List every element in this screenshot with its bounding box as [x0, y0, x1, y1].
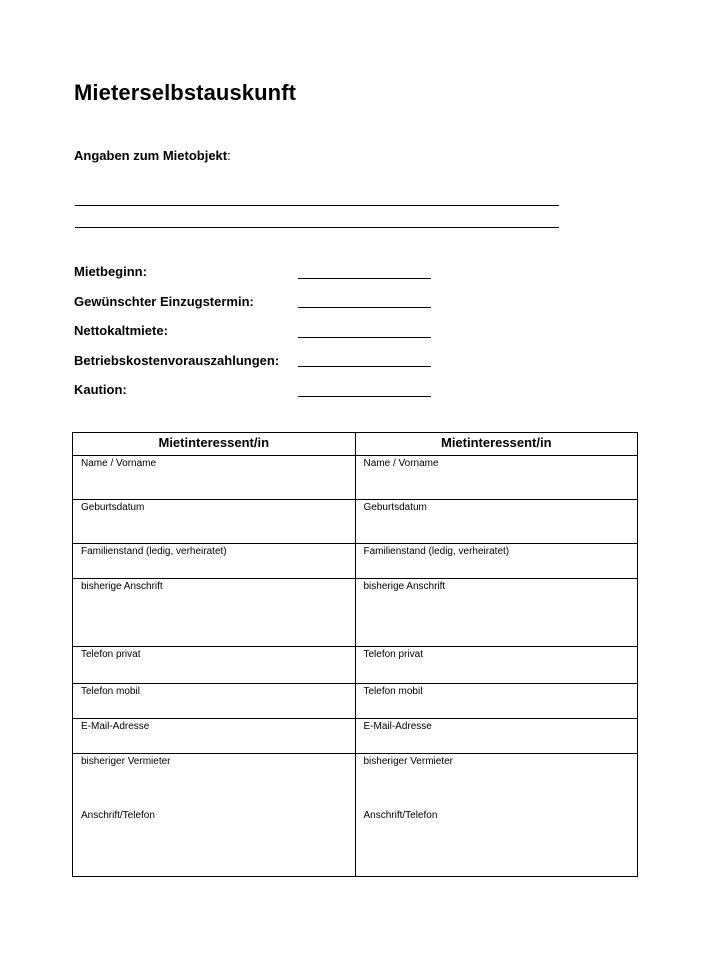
label-einzugstermin: Gewünschter Einzugstermin:: [74, 294, 254, 309]
cell-label: bisherige Anschrift: [363, 581, 446, 592]
cell-label: E-Mail-Adresse: [363, 721, 432, 732]
cell-label: Name / Vorname: [81, 458, 157, 469]
cell-label: Familienstand (ledig, verheiratet): [81, 546, 227, 557]
cell-label: Geburtsdatum: [81, 502, 145, 513]
table-row: [73, 544, 638, 579]
label-mietbeginn: Mietbeginn:: [74, 264, 147, 279]
cell-label: bisheriger Vermieter: [363, 756, 453, 767]
table-row: [73, 500, 638, 544]
cell-label: E-Mail-Adresse: [81, 721, 150, 732]
form-cell[interactable]: [355, 684, 638, 719]
input-line-mietbeginn[interactable]: [298, 278, 431, 279]
cell-label: Name / Vorname: [363, 458, 439, 469]
table-row: [73, 754, 638, 877]
label-nettokaltmiete: Nettokaltmiete:: [74, 323, 168, 338]
table-header-row: [73, 433, 638, 456]
form-cell[interactable]: [73, 579, 356, 647]
table-row: [73, 647, 638, 684]
cell-label: bisheriger Vermieter: [81, 756, 171, 767]
label-betriebskosten: Betriebskostenvorauszahlungen:: [74, 353, 280, 368]
label-kaution: Kaution:: [74, 382, 127, 397]
table-row: [73, 719, 638, 754]
form-cell[interactable]: [355, 456, 638, 500]
section-heading-label: Angaben zum Mietobjekt: [74, 148, 228, 163]
form-cell[interactable]: [355, 719, 638, 754]
cell-label: Familienstand (ledig, verheiratet): [363, 546, 510, 557]
table-row: [73, 579, 638, 647]
form-cell[interactable]: [355, 500, 638, 544]
applicant-table: [72, 432, 638, 877]
cell-sublabel: Anschrift/Telefon: [363, 810, 438, 821]
form-cell[interactable]: [355, 647, 638, 684]
form-cell[interactable]: [355, 754, 638, 877]
column-header: Mietinteressent/in: [355, 433, 638, 456]
input-line-betriebskosten[interactable]: [298, 366, 431, 367]
table-row: [73, 684, 638, 719]
form-cell[interactable]: [73, 500, 356, 544]
cell-label: Telefon mobil: [81, 686, 140, 697]
form-cell[interactable]: [73, 684, 356, 719]
object-line-1[interactable]: [75, 205, 559, 206]
cell-sublabel: Anschrift/Telefon: [81, 810, 155, 821]
form-cell[interactable]: [355, 544, 638, 579]
form-cell[interactable]: [73, 647, 356, 684]
form-cell[interactable]: [73, 456, 356, 500]
section-heading: [74, 148, 231, 163]
input-line-nettokaltmiete[interactable]: [298, 337, 431, 338]
object-line-2[interactable]: [75, 227, 559, 228]
form-cell[interactable]: [355, 579, 638, 647]
column-header: Mietinteressent/in: [73, 433, 356, 456]
cell-label: Telefon mobil: [363, 686, 423, 697]
input-line-einzugstermin[interactable]: [298, 307, 431, 308]
page-title: Mieterselbstauskunft: [74, 80, 297, 105]
cell-label: Geburtsdatum: [363, 502, 427, 513]
form-cell[interactable]: [73, 754, 356, 877]
form-cell[interactable]: [73, 719, 356, 754]
cell-label: Telefon privat: [81, 649, 141, 660]
cell-label: Telefon privat: [363, 649, 423, 660]
table-row: [73, 456, 638, 500]
input-line-kaution[interactable]: [298, 396, 431, 397]
form-cell[interactable]: [73, 544, 356, 579]
cell-label: bisherige Anschrift: [81, 581, 163, 592]
section-heading-colon: :: [227, 148, 231, 163]
